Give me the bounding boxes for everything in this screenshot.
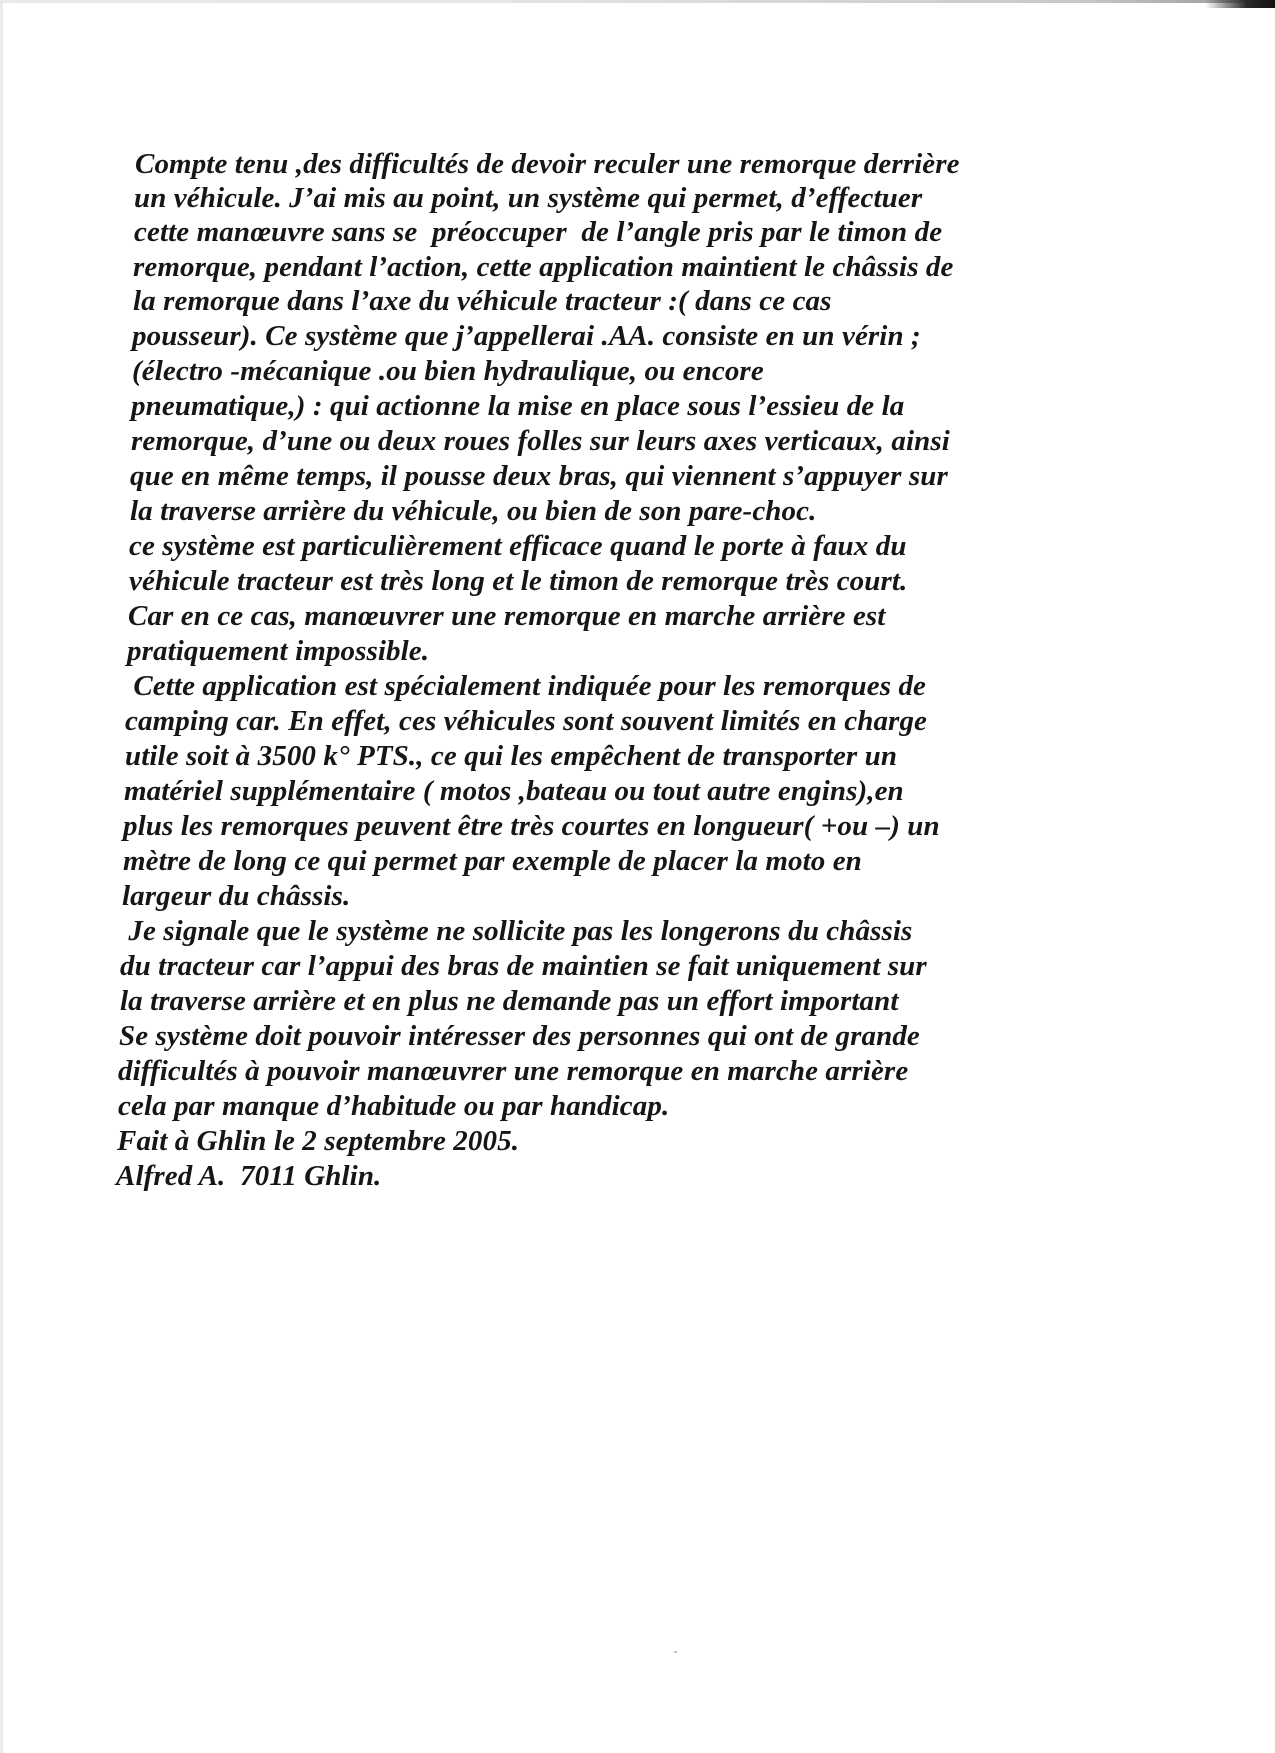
text-line: cette manœuvre sans se préoccuper de l’angle pris par le timon de [134, 216, 943, 248]
text-line: la remorque dans l’axe du véhicule tracteur :( dans ce cas [133, 285, 832, 317]
date-line: Fait à Ghlin le 2 septembre 2005. [117, 1125, 520, 1157]
text-line: Je signale que le système ne sollicite pas les longerons du châssis [121, 915, 913, 947]
text-line: pneumatique,) : qui actionne la mise en place sous l’essieu de la [131, 390, 905, 422]
text-line: cela par manque d’habitude ou par handicap. [118, 1090, 670, 1122]
text-line: ce système est particulièrement efficace quand le porte à faux du [129, 530, 907, 562]
text-line: plus les remorques peuvent être très courtes en longueur( +ou –) un [123, 810, 940, 842]
text-line: Car en ce cas, manœuvrer une remorque en marche arrière est [128, 600, 886, 632]
text-line: véhicule tracteur est très long et le timon de remorque très court. [129, 565, 908, 597]
text-line: mètre de long ce qui permet par exemple de placer la moto en [123, 845, 862, 877]
text-line: pousseur). Ce système que j’appellerai .AA. consiste en un vérin ; [132, 320, 921, 352]
scan-speck [674, 1651, 677, 1653]
text-line: remorque, d’une ou deux roues folles sur leurs axes verticaux, ainsi [131, 425, 950, 457]
text-line: la traverse arrière et en plus ne demande pas un effort important [120, 985, 899, 1017]
text-line: Se système doit pouvoir intéresser des personnes qui ont de grande [119, 1020, 920, 1052]
text-line: difficultés à pouvoir manœuvrer une remorque en marche arrière [118, 1055, 909, 1087]
text-line: pratiquement impossible. [127, 635, 430, 667]
text-line: Compte tenu ,des difficultés de devoir reculer une remorque derrière [135, 148, 960, 180]
text-line: utile soit à 3500 k° PTS., ce qui les empêchent de transporter un [125, 740, 898, 772]
text-line: (électro -mécanique .ou bien hydraulique, ou encore [132, 355, 764, 387]
text-line: du tracteur car l’appui des bras de maintien se fait uniquement sur [120, 950, 927, 982]
text-line: remorque, pendant l’action, cette application maintient le châssis de [133, 251, 954, 283]
text-line: camping car. En effet, ces véhicules sont souvent limités en charge [125, 705, 928, 737]
text-line: largeur du châssis. [122, 880, 351, 912]
text-line: Cette application est spécialement indiquée pour les remorques de [126, 670, 927, 702]
signature-line: Alfred A. 7011 Ghlin. [116, 1160, 382, 1192]
text-line: que en même temps, il pousse deux bras, qui viennent s’appuyer sur [130, 460, 948, 492]
text-line: un véhicule. J’ai mis au point, un système qui permet, d’effectuer [134, 182, 923, 214]
text-line: matériel supplémentaire ( motos ,bateau ou tout autre engins),en [124, 775, 904, 807]
text-line: la traverse arrière du véhicule, ou bien de son pare-choc. [130, 495, 817, 527]
